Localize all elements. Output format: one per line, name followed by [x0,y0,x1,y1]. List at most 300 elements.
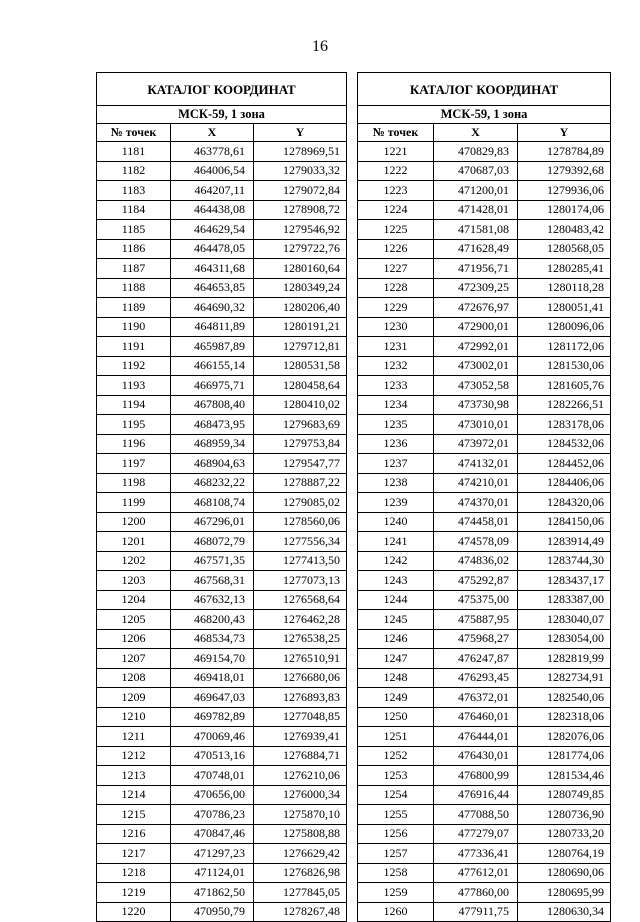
point-number-cell: 1205 [97,610,171,630]
y-coordinate-cell: 1282819,99 [518,649,611,669]
table-row [358,298,611,318]
table-row [97,668,347,688]
table-row [358,337,611,357]
table-row [97,415,347,435]
point-number-cell: 1199 [97,493,171,513]
x-coordinate-cell: 471124,01 [171,863,254,883]
x-coordinate-cell: 473002,01 [434,356,518,376]
x-coordinate-cell: 477911,75 [434,902,518,922]
y-coordinate-cell: 1281172,06 [518,337,611,357]
point-number-cell: 1191 [97,337,171,357]
point-number-cell: 1185 [97,220,171,240]
x-coordinate-cell: 474836,02 [434,551,518,571]
point-number-cell: 1245 [358,610,434,630]
y-coordinate-cell: 1279546,92 [254,220,347,240]
point-number-cell: 1255 [358,805,434,825]
table-row [97,239,347,259]
y-coordinate-cell: 1275870,10 [254,805,347,825]
x-coordinate-cell: 468072,79 [171,532,254,552]
y-coordinate-cell: 1279936,06 [518,181,611,201]
point-number-cell: 1193 [97,376,171,396]
point-number-cell: 1234 [358,395,434,415]
x-coordinate-cell: 477088,50 [434,805,518,825]
x-coordinate-cell: 476430,01 [434,746,518,766]
table-row [358,454,611,474]
point-number-cell: 1246 [358,629,434,649]
table-row [97,785,347,805]
point-number-cell: 1225 [358,220,434,240]
point-number-cell: 1213 [97,766,171,786]
point-number-cell: 1209 [97,688,171,708]
x-coordinate-cell: 469782,89 [171,707,254,727]
x-coordinate-cell: 464478,05 [171,239,254,259]
x-coordinate-cell: 466975,71 [171,376,254,396]
point-number-cell: 1259 [358,883,434,903]
y-coordinate-cell: 1276000,34 [254,785,347,805]
x-coordinate-cell: 468200,43 [171,610,254,630]
table-subtitle: МСК-59, 1 зона [358,106,611,124]
y-coordinate-cell: 1279085,02 [254,493,347,513]
x-coordinate-cell: 471428,01 [434,200,518,220]
y-coordinate-cell: 1283054,00 [518,629,611,649]
table-row [97,590,347,610]
x-coordinate-cell: 470656,00 [171,785,254,805]
y-coordinate-cell: 1279072,84 [254,181,347,201]
x-coordinate-cell: 464690,32 [171,298,254,318]
y-coordinate-cell: 1276939,41 [254,727,347,747]
table-row [358,863,611,883]
table-row [97,337,347,357]
x-coordinate-cell: 464207,11 [171,181,254,201]
y-coordinate-cell: 1279683,69 [254,415,347,435]
table-row [97,220,347,240]
point-number-cell: 1241 [358,532,434,552]
point-number-cell: 1206 [97,629,171,649]
point-number-cell: 1201 [97,532,171,552]
x-coordinate-cell: 468232,22 [171,473,254,493]
y-coordinate-cell: 1281774,06 [518,746,611,766]
y-coordinate-cell: 1280118,28 [518,278,611,298]
point-number-cell: 1212 [97,746,171,766]
x-coordinate-cell: 477612,01 [434,863,518,883]
x-coordinate-cell: 468473,95 [171,415,254,435]
y-coordinate-cell: 1276462,28 [254,610,347,630]
point-number-cell: 1182 [97,161,171,181]
x-coordinate-cell: 477860,00 [434,883,518,903]
x-coordinate-cell: 476444,01 [434,727,518,747]
table-row [358,161,611,181]
table-row [358,532,611,552]
table-row [97,161,347,181]
y-coordinate-cell: 1280733,20 [518,824,611,844]
column-header-x: X [171,124,254,142]
table-row [97,883,347,903]
y-coordinate-cell: 1277413,50 [254,551,347,571]
y-coordinate-cell: 1276538,25 [254,629,347,649]
x-coordinate-cell: 472992,01 [434,337,518,357]
y-coordinate-cell: 1281605,76 [518,376,611,396]
y-coordinate-cell: 1276510,91 [254,649,347,669]
table-row [97,649,347,669]
table-row [97,532,347,552]
table-row [358,395,611,415]
y-coordinate-cell: 1282318,06 [518,707,611,727]
y-coordinate-cell: 1281530,06 [518,356,611,376]
point-number-cell: 1216 [97,824,171,844]
table-row [358,434,611,454]
point-number-cell: 1202 [97,551,171,571]
x-coordinate-cell: 470069,46 [171,727,254,747]
y-coordinate-cell: 1278560,06 [254,512,347,532]
x-coordinate-cell: 467632,13 [171,590,254,610]
x-coordinate-cell: 469418,01 [171,668,254,688]
point-number-cell: 1233 [358,376,434,396]
point-number-cell: 1219 [97,883,171,903]
point-number-cell: 1228 [358,278,434,298]
point-number-cell: 1208 [97,668,171,688]
table-row [358,590,611,610]
y-coordinate-cell: 1280349,24 [254,278,347,298]
x-coordinate-cell: 472309,25 [434,278,518,298]
x-coordinate-cell: 475292,87 [434,571,518,591]
coordinate-catalog-table-left [96,72,347,922]
table-row [358,317,611,337]
x-coordinate-cell: 470513,16 [171,746,254,766]
table-row [358,493,611,513]
table-row [97,259,347,279]
point-number-cell: 1256 [358,824,434,844]
point-number-cell: 1224 [358,200,434,220]
table-row [358,473,611,493]
point-number-cell: 1252 [358,746,434,766]
point-number-cell: 1236 [358,434,434,454]
column-header-y: Y [254,124,347,142]
point-number-cell: 1238 [358,473,434,493]
y-coordinate-cell: 1280458,64 [254,376,347,396]
x-coordinate-cell: 468959,34 [171,434,254,454]
y-coordinate-cell: 1279712,81 [254,337,347,357]
point-number-cell: 1188 [97,278,171,298]
x-coordinate-cell: 464629,54 [171,220,254,240]
y-coordinate-cell: 1280096,06 [518,317,611,337]
point-number-cell: 1198 [97,473,171,493]
point-number-cell: 1231 [358,337,434,357]
x-coordinate-cell: 464811,89 [171,317,254,337]
table-row [97,434,347,454]
table-row [97,688,347,708]
table-row [358,239,611,259]
y-coordinate-cell: 1279547,77 [254,454,347,474]
table-row [97,376,347,396]
x-coordinate-cell: 464653,85 [171,278,254,298]
y-coordinate-cell: 1280191,21 [254,317,347,337]
table-row [358,610,611,630]
y-coordinate-cell: 1280531,58 [254,356,347,376]
point-number-cell: 1258 [358,863,434,883]
table-row [358,668,611,688]
point-number-cell: 1194 [97,395,171,415]
table-body [358,142,611,922]
x-coordinate-cell: 468108,74 [171,493,254,513]
y-coordinate-cell: 1280483,42 [518,220,611,240]
table-row [97,571,347,591]
point-number-cell: 1223 [358,181,434,201]
page-number: 16 [312,38,328,55]
y-coordinate-cell: 1276680,06 [254,668,347,688]
table-row [358,512,611,532]
point-number-cell: 1211 [97,727,171,747]
column-header-point-number: № точек [358,124,434,142]
column-header-point-number: № точек [97,124,171,142]
table-row [358,844,611,864]
point-number-cell: 1222 [358,161,434,181]
x-coordinate-cell: 470748,01 [171,766,254,786]
y-coordinate-cell: 1278908,72 [254,200,347,220]
table-row [97,356,347,376]
y-coordinate-cell: 1280764,19 [518,844,611,864]
point-number-cell: 1200 [97,512,171,532]
x-coordinate-cell: 463778,61 [171,142,254,162]
y-coordinate-cell: 1282540,06 [518,688,611,708]
table-row [97,454,347,474]
table-row [97,727,347,747]
y-coordinate-cell: 1280690,06 [518,863,611,883]
point-number-cell: 1240 [358,512,434,532]
table-row [358,376,611,396]
x-coordinate-cell: 465987,89 [171,337,254,357]
y-coordinate-cell: 1279722,76 [254,239,347,259]
x-coordinate-cell: 472676,97 [434,298,518,318]
y-coordinate-cell: 1282734,91 [518,668,611,688]
point-number-cell: 1253 [358,766,434,786]
x-coordinate-cell: 474132,01 [434,454,518,474]
y-coordinate-cell: 1280736,90 [518,805,611,825]
y-coordinate-cell: 1284320,06 [518,493,611,513]
y-coordinate-cell: 1279392,68 [518,161,611,181]
x-coordinate-cell: 471628,49 [434,239,518,259]
table-row [97,278,347,298]
table-row [97,551,347,571]
x-coordinate-cell: 471862,50 [171,883,254,903]
table-row [97,805,347,825]
point-number-cell: 1227 [358,259,434,279]
table-row [97,395,347,415]
point-number-cell: 1215 [97,805,171,825]
y-coordinate-cell: 1278784,89 [518,142,611,162]
table-row [97,200,347,220]
x-coordinate-cell: 473052,58 [434,376,518,396]
point-number-cell: 1248 [358,668,434,688]
table-subtitle: МСК-59, 1 зона [97,106,347,124]
y-coordinate-cell: 1278267,48 [254,902,347,922]
x-coordinate-cell: 468904,63 [171,454,254,474]
y-coordinate-cell: 1280749,85 [518,785,611,805]
table-row [358,746,611,766]
point-number-cell: 1243 [358,571,434,591]
point-number-cell: 1192 [97,356,171,376]
x-coordinate-cell: 476372,01 [434,688,518,708]
y-coordinate-cell: 1280568,05 [518,239,611,259]
y-coordinate-cell: 1282076,06 [518,727,611,747]
y-coordinate-cell: 1276893,83 [254,688,347,708]
column-header-y: Y [518,124,611,142]
table-row [358,571,611,591]
y-coordinate-cell: 1279753,84 [254,434,347,454]
x-coordinate-cell: 468534,73 [171,629,254,649]
x-coordinate-cell: 471956,71 [434,259,518,279]
x-coordinate-cell: 469154,70 [171,649,254,669]
y-coordinate-cell: 1280206,40 [254,298,347,318]
point-number-cell: 1189 [97,298,171,318]
table-title: КАТАЛОГ КООРДИНАТ [358,73,611,106]
y-coordinate-cell: 1276210,06 [254,766,347,786]
table-row [97,766,347,786]
point-number-cell: 1260 [358,902,434,922]
table-row [358,727,611,747]
point-number-cell: 1242 [358,551,434,571]
y-coordinate-cell: 1275808,88 [254,824,347,844]
x-coordinate-cell: 471581,08 [434,220,518,240]
table-row [97,746,347,766]
point-number-cell: 1254 [358,785,434,805]
point-number-cell: 1244 [358,590,434,610]
point-number-cell: 1239 [358,493,434,513]
table-row [97,844,347,864]
table-row [358,785,611,805]
point-number-cell: 1235 [358,415,434,435]
table-row [97,181,347,201]
x-coordinate-cell: 473972,01 [434,434,518,454]
x-coordinate-cell: 477279,07 [434,824,518,844]
y-coordinate-cell: 1276629,42 [254,844,347,864]
y-coordinate-cell: 1281534,46 [518,766,611,786]
y-coordinate-cell: 1280630,34 [518,902,611,922]
y-coordinate-cell: 1283437,17 [518,571,611,591]
table-row [358,766,611,786]
point-number-cell: 1210 [97,707,171,727]
y-coordinate-cell: 1280051,41 [518,298,611,318]
y-coordinate-cell: 1280285,41 [518,259,611,279]
y-coordinate-cell: 1277048,85 [254,707,347,727]
table-row [97,317,347,337]
y-coordinate-cell: 1284150,06 [518,512,611,532]
y-coordinate-cell: 1283040,07 [518,610,611,630]
table-row [97,493,347,513]
y-coordinate-cell: 1283914,49 [518,532,611,552]
point-number-cell: 1203 [97,571,171,591]
table-row [358,688,611,708]
x-coordinate-cell: 467808,40 [171,395,254,415]
y-coordinate-cell: 1276884,71 [254,746,347,766]
x-coordinate-cell: 464311,68 [171,259,254,279]
y-coordinate-cell: 1280160,64 [254,259,347,279]
point-number-cell: 1207 [97,649,171,669]
x-coordinate-cell: 476293,45 [434,668,518,688]
y-coordinate-cell: 1284532,06 [518,434,611,454]
table-row [358,551,611,571]
x-coordinate-cell: 464006,54 [171,161,254,181]
table-row [97,512,347,532]
coordinate-catalog-table-right [357,72,611,922]
x-coordinate-cell: 473730,98 [434,395,518,415]
x-coordinate-cell: 464438,08 [171,200,254,220]
table-row [358,805,611,825]
point-number-cell: 1220 [97,902,171,922]
x-coordinate-cell: 467571,35 [171,551,254,571]
x-coordinate-cell: 467568,31 [171,571,254,591]
x-coordinate-cell: 474370,01 [434,493,518,513]
point-number-cell: 1187 [97,259,171,279]
point-number-cell: 1214 [97,785,171,805]
point-number-cell: 1204 [97,590,171,610]
x-coordinate-cell: 474458,01 [434,512,518,532]
x-coordinate-cell: 472900,01 [434,317,518,337]
table-body [97,142,347,922]
y-coordinate-cell: 1280410,02 [254,395,347,415]
point-number-cell: 1237 [358,454,434,474]
y-coordinate-cell: 1282266,51 [518,395,611,415]
y-coordinate-cell: 1283744,30 [518,551,611,571]
y-coordinate-cell: 1276568,64 [254,590,347,610]
x-coordinate-cell: 474578,09 [434,532,518,552]
table-row [358,220,611,240]
point-number-cell: 1250 [358,707,434,727]
point-number-cell: 1230 [358,317,434,337]
table-row [97,863,347,883]
x-coordinate-cell: 475887,95 [434,610,518,630]
table-row [97,142,347,162]
x-coordinate-cell: 471297,23 [171,844,254,864]
x-coordinate-cell: 466155,14 [171,356,254,376]
point-number-cell: 1190 [97,317,171,337]
y-coordinate-cell: 1279033,32 [254,161,347,181]
point-number-cell: 1232 [358,356,434,376]
x-coordinate-cell: 475375,00 [434,590,518,610]
y-coordinate-cell: 1284452,06 [518,454,611,474]
y-coordinate-cell: 1277845,05 [254,883,347,903]
point-number-cell: 1183 [97,181,171,201]
x-coordinate-cell: 470950,79 [171,902,254,922]
y-coordinate-cell: 1278969,51 [254,142,347,162]
x-coordinate-cell: 470687,03 [434,161,518,181]
table-row [358,142,611,162]
point-number-cell: 1229 [358,298,434,318]
x-coordinate-cell: 470786,23 [171,805,254,825]
table-row [358,824,611,844]
table-row [97,629,347,649]
table-row [358,883,611,903]
point-number-cell: 1184 [97,200,171,220]
point-number-cell: 1217 [97,844,171,864]
point-number-cell: 1196 [97,434,171,454]
point-number-cell: 1226 [358,239,434,259]
x-coordinate-cell: 470847,46 [171,824,254,844]
x-coordinate-cell: 474210,01 [434,473,518,493]
y-coordinate-cell: 1278887,22 [254,473,347,493]
y-coordinate-cell: 1283178,06 [518,415,611,435]
y-coordinate-cell: 1284406,06 [518,473,611,493]
point-number-cell: 1218 [97,863,171,883]
x-coordinate-cell: 475968,27 [434,629,518,649]
x-coordinate-cell: 476800,99 [434,766,518,786]
table-row [358,278,611,298]
table-row [358,356,611,376]
point-number-cell: 1249 [358,688,434,708]
table-row [358,649,611,669]
table-row [358,415,611,435]
x-coordinate-cell: 469647,03 [171,688,254,708]
point-number-cell: 1257 [358,844,434,864]
